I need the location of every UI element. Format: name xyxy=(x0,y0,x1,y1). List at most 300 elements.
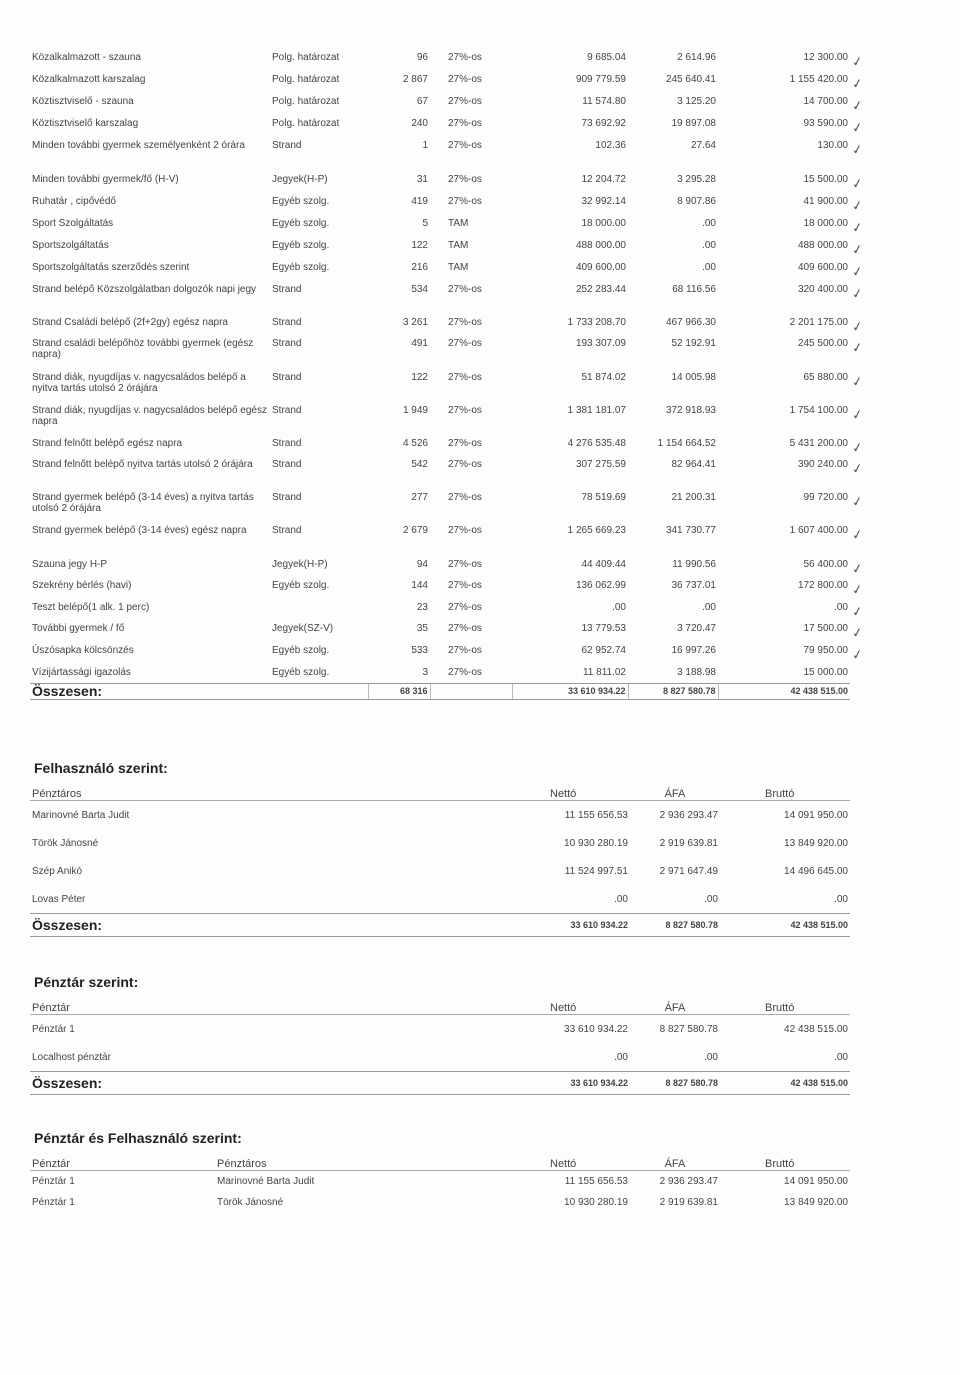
item-net: 73 692.92 xyxy=(581,118,626,129)
header-register: Pénztár xyxy=(30,996,490,1015)
item-vat-amount: 1 154 664.52 xyxy=(657,438,716,449)
item-vat-amount: 11 990.56 xyxy=(672,559,716,570)
item-category: Egyéb szolg. xyxy=(272,580,330,591)
item-vat-amount: .00 xyxy=(702,240,716,251)
item-category: Strand xyxy=(272,459,302,470)
check-mark-icon: ✓ xyxy=(850,460,865,477)
item-gross: 15 500.00 xyxy=(803,174,848,185)
item-row xyxy=(30,284,850,317)
check-mark-icon: ✓ xyxy=(850,219,865,236)
item-category: Strand xyxy=(272,372,302,383)
item-quantity: 491 xyxy=(411,338,428,349)
item-vat-amount: 68 116.56 xyxy=(672,284,716,295)
by-user-header-row xyxy=(30,782,850,801)
item-row xyxy=(30,140,850,174)
by-register-user-header-row xyxy=(30,1152,850,1171)
item-name: Teszt belépő(1 alk. 1 perc) xyxy=(32,602,150,613)
by-user-row xyxy=(30,801,850,830)
check-mark-icon: ✓ xyxy=(850,624,865,641)
by-register-row xyxy=(30,1043,850,1072)
item-gross: 79 950.00 xyxy=(803,645,848,656)
item-gross: 130.00 xyxy=(817,140,848,151)
vat-value: 8 827 580.78 xyxy=(659,1023,718,1035)
item-quantity: 67 xyxy=(416,96,428,107)
item-vat-amount: 8 907.86 xyxy=(677,196,716,207)
item-gross: 1 155 420.00 xyxy=(789,74,848,85)
item-quantity: 240 xyxy=(411,118,428,129)
vat-value: .00 xyxy=(704,893,718,905)
item-gross: .00 xyxy=(834,602,848,613)
item-net: 1 733 208.70 xyxy=(567,317,626,328)
item-vat-amount: .00 xyxy=(702,262,716,273)
item-category: Egyéb szolg. xyxy=(272,196,330,207)
header-net: Nettó xyxy=(490,996,630,1015)
item-vat-amount: 36 737.01 xyxy=(671,580,716,591)
total-quantity: 68 316 xyxy=(368,683,430,699)
item-name: Strand diák, nyugdíjas v. nagycsaládos belépő egész napra xyxy=(32,405,267,427)
check-mark-icon: ✓ xyxy=(850,560,865,577)
by-user-total-row xyxy=(30,914,850,937)
by-register-total-row xyxy=(30,1072,850,1095)
item-net: 78 519.69 xyxy=(581,492,626,503)
check-mark-icon: ✓ xyxy=(850,493,865,510)
cashier-name: Török Jánosné xyxy=(32,837,99,849)
check-mark-icon: ✓ xyxy=(850,53,865,70)
item-net: 1 381 181.07 xyxy=(567,405,626,416)
gross-value: .00 xyxy=(834,893,848,905)
item-vat-rate: 27%-os xyxy=(448,196,482,207)
item-quantity: 534 xyxy=(411,284,428,295)
item-quantity: 96 xyxy=(416,52,428,63)
item-vat-rate: 27%-os xyxy=(448,338,482,349)
item-quantity: 277 xyxy=(411,492,428,503)
item-name: Strand felnőtt belépő egész napra xyxy=(32,438,183,449)
item-category: Polg. határozat xyxy=(272,52,340,63)
item-name: Strand belépő Közszolgálatban dolgozók napi jegy xyxy=(32,284,257,295)
item-name: Sportszolgáltatás szerződés szerint xyxy=(32,262,190,273)
item-vat-rate: 27%-os xyxy=(448,96,482,107)
header-register: Pénztár xyxy=(30,1152,215,1171)
net-value: 10 930 280.19 xyxy=(564,1197,628,1208)
gross-value: 14 091 950.00 xyxy=(784,809,848,821)
item-vat-rate: 27%-os xyxy=(448,525,482,536)
total-vat: 8 827 580.78 xyxy=(628,683,718,699)
item-category: Strand xyxy=(272,525,302,536)
item-vat-amount: 82 964.41 xyxy=(671,459,716,470)
item-net: 12 204.72 xyxy=(581,174,626,185)
item-category: Egyéb szolg. xyxy=(272,645,330,656)
item-vat-rate: 27%-os xyxy=(448,140,482,151)
item-category xyxy=(270,602,368,623)
total-vat-rate-empty xyxy=(430,683,512,699)
item-quantity: 2 867 xyxy=(402,74,428,85)
total-net: 33 610 934.22 xyxy=(490,914,630,937)
total-net: 33 610 934.22 xyxy=(490,1072,630,1095)
check-mark-icon: ✓ xyxy=(850,285,865,302)
item-vat-amount: 21 200.31 xyxy=(671,492,716,503)
item-gross: 1 607 400.00 xyxy=(789,525,848,536)
check-mark-icon: ✓ xyxy=(850,318,865,335)
item-gross: 390 240.00 xyxy=(797,459,848,470)
header-vat: ÁFA xyxy=(630,1152,720,1171)
item-net: 4 276 535.48 xyxy=(567,438,626,449)
check-mark-icon: ✓ xyxy=(850,526,865,543)
item-net: 51 874.02 xyxy=(581,372,626,383)
item-gross: 15 000.00 xyxy=(803,667,848,678)
item-gross: 5 431 200.00 xyxy=(789,438,848,449)
gross-value: 42 438 515.00 xyxy=(784,1023,848,1035)
item-vat-amount: 3 125.20 xyxy=(677,96,716,107)
item-vat-amount: 245 640.41 xyxy=(665,74,716,85)
check-mark-icon: ✓ xyxy=(850,119,865,136)
item-net: 11 811.02 xyxy=(582,667,626,678)
item-vat-amount: 467 966.30 xyxy=(665,317,716,328)
item-row xyxy=(30,645,850,667)
item-vat-rate: 27%-os xyxy=(448,602,482,613)
item-row xyxy=(30,667,850,683)
item-gross: 18 000.00 xyxy=(803,218,848,229)
header-net: Nettó xyxy=(490,1152,630,1171)
item-category: Polg. határozat xyxy=(272,96,340,107)
vat-value: 2 919 639.81 xyxy=(659,837,718,849)
item-quantity: 4 526 xyxy=(402,438,428,449)
vat-value: 2 919 639.81 xyxy=(659,1197,718,1208)
by-user-row xyxy=(30,829,850,857)
gross-value: 13 849 920.00 xyxy=(784,1197,848,1208)
check-mark-icon: ✓ xyxy=(850,97,865,114)
check-mark-icon: ✓ xyxy=(850,141,865,158)
item-gross: 1 754 100.00 xyxy=(789,405,848,416)
by-user-table xyxy=(30,782,850,937)
item-name: Strand Családi belépő (2f+2gy) egész napra xyxy=(32,317,228,328)
vat-value: 2 936 293.47 xyxy=(659,809,718,821)
item-gross: 320 400.00 xyxy=(797,284,848,295)
total-gross: 42 438 515.00 xyxy=(718,683,850,699)
item-vat-rate: 27%-os xyxy=(448,559,482,570)
header-cashier: Pénztáros xyxy=(215,1152,490,1171)
item-net: 252 283.44 xyxy=(575,284,626,295)
item-net: 9 685.04 xyxy=(587,52,626,63)
item-net: 62 952.74 xyxy=(581,645,626,656)
item-category: Egyéb szolg. xyxy=(272,262,330,273)
item-vat-rate: 27%-os xyxy=(448,317,482,328)
item-category: Egyéb szolg. xyxy=(272,240,330,251)
net-value: 11 155 656.53 xyxy=(564,809,628,821)
item-gross: 41 900.00 xyxy=(803,196,848,207)
item-net: 1 265 669.23 xyxy=(567,525,626,536)
by-register-user-table xyxy=(30,1152,850,1213)
item-name: További gyermek / fő xyxy=(32,623,125,634)
item-quantity: 3 261 xyxy=(402,317,428,328)
item-name: Közalkalmazott - szauna xyxy=(32,52,141,63)
check-mark-icon: ✓ xyxy=(850,406,865,423)
item-quantity: 1 949 xyxy=(402,405,428,416)
check-mark-icon: ✓ xyxy=(850,241,865,258)
item-total-row xyxy=(30,683,850,699)
item-name: Strand családi belépőhöz további gyermek (egész napra) xyxy=(32,338,254,360)
item-name: Ruhatár , cipővédő xyxy=(32,196,116,207)
by-register-user-row xyxy=(30,1192,850,1213)
item-quantity: 1 xyxy=(422,140,428,151)
item-name: Úszósapka kölcsönzés xyxy=(32,645,134,656)
item-table-body xyxy=(30,52,850,699)
check-mark-icon: ✓ xyxy=(850,603,865,620)
item-row xyxy=(30,525,850,559)
item-vat-amount: 27.64 xyxy=(690,140,716,151)
item-net: 13 779.53 xyxy=(581,623,626,634)
gross-value: 14 496 645.00 xyxy=(784,865,848,877)
item-name: Strand gyermek belépő (3-14 éves) egész napra xyxy=(32,525,247,536)
item-row xyxy=(30,118,850,140)
item-category: Egyéb szolg. xyxy=(272,667,330,678)
item-gross: 409 600.00 xyxy=(797,262,848,273)
item-net: 32 992.14 xyxy=(581,196,626,207)
item-net: 102.36 xyxy=(595,140,626,151)
item-vat-amount: 19 897.08 xyxy=(671,118,716,129)
item-row xyxy=(30,174,850,196)
item-name: Köztisztviselő - szauna xyxy=(32,96,134,107)
cashier-name: Marinovné Barta Judit xyxy=(217,1176,315,1187)
item-gross: 56 400.00 xyxy=(803,559,848,570)
check-mark-icon: ✓ xyxy=(850,197,865,214)
item-vat-rate: TAM xyxy=(448,262,469,273)
net-value: 10 930 280.19 xyxy=(564,837,628,849)
item-row xyxy=(30,405,850,438)
item-quantity: 23 xyxy=(416,602,428,613)
item-net: 44 409.44 xyxy=(581,559,626,570)
item-row xyxy=(30,317,850,338)
header-vat: ÁFA xyxy=(630,782,720,801)
net-value: 11 155 656.53 xyxy=(564,1176,628,1187)
item-gross: 12 300.00 xyxy=(803,52,848,63)
item-category: Strand xyxy=(272,140,302,151)
item-gross: 2 201 175.00 xyxy=(789,317,848,328)
by-register-user-title: Pénztár és Felhasználó szerint: xyxy=(34,1130,242,1146)
total-label: Összesen: xyxy=(30,683,368,699)
item-row xyxy=(30,438,850,459)
check-mark-icon: ✓ xyxy=(850,175,865,192)
item-category: Jegyek(H-P) xyxy=(272,559,328,570)
total-gross: 42 438 515.00 xyxy=(720,914,850,937)
item-row xyxy=(30,196,850,218)
item-net: 18 000.00 xyxy=(581,218,626,229)
item-quantity: 5 xyxy=(422,218,428,229)
item-quantity: 35 xyxy=(416,623,428,634)
item-net: 488 000.00 xyxy=(575,240,626,251)
item-net: 307 275.59 xyxy=(575,459,626,470)
check-mark-icon: ✓ xyxy=(850,646,865,663)
item-row xyxy=(30,74,850,96)
item-vat-rate: 27%-os xyxy=(448,174,482,185)
item-gross: 172 800.00 xyxy=(797,580,848,591)
item-vat-rate: 27%-os xyxy=(448,623,482,634)
item-vat-amount: 16 997.26 xyxy=(671,645,716,656)
item-net: .00 xyxy=(612,602,626,613)
total-net: 33 610 934.22 xyxy=(512,683,628,699)
item-quantity: 122 xyxy=(411,240,428,251)
item-vat-rate: 27%-os xyxy=(448,284,482,295)
item-category: Jegyek(SZ-V) xyxy=(272,623,334,634)
by-register-header-row xyxy=(30,996,850,1015)
total-gross: 42 438 515.00 xyxy=(720,1072,850,1095)
net-value: 11 524 997.51 xyxy=(564,865,628,877)
item-vat-rate: 27%-os xyxy=(448,118,482,129)
item-vat-amount: 52 192.91 xyxy=(671,338,716,349)
item-name: Közalkalmazott karszalag xyxy=(32,74,146,85)
item-category: Polg. határozat xyxy=(272,74,340,85)
item-name: Szekrény bérlés (havi) xyxy=(32,580,132,591)
item-vat-rate: 27%-os xyxy=(448,438,482,449)
total-label: Összesen: xyxy=(30,914,490,937)
item-category: Egyéb szolg. xyxy=(272,218,330,229)
item-vat-rate: 27%-os xyxy=(448,459,482,470)
header-vat: ÁFA xyxy=(630,996,720,1015)
item-quantity: 419 xyxy=(411,196,428,207)
header-net: Nettó xyxy=(490,782,630,801)
item-quantity: 3 xyxy=(422,667,428,678)
item-category: Strand xyxy=(272,438,302,449)
item-name: Strand felnőtt belépő nyitva tartás utolsó 2 órájára xyxy=(32,459,253,470)
item-category: Strand xyxy=(272,492,302,503)
item-row xyxy=(30,459,850,492)
item-gross: 488 000.00 xyxy=(797,240,848,251)
by-register-title: Pénztár szerint: xyxy=(34,974,139,990)
item-row xyxy=(30,218,850,240)
item-vat-rate: 27%-os xyxy=(448,405,482,416)
item-gross: 245 500.00 xyxy=(797,338,848,349)
item-name: Minden további gyermek/fő (H-V) xyxy=(32,174,179,185)
header-gross: Bruttó xyxy=(720,1152,850,1171)
item-row xyxy=(30,338,850,372)
item-name: Köztisztviselő karszalag xyxy=(32,118,139,129)
item-category: Strand xyxy=(272,338,302,349)
item-vat-rate: TAM xyxy=(448,218,469,229)
by-register-row xyxy=(30,1015,850,1044)
item-category: Strand xyxy=(272,317,302,328)
item-gross: 93 590.00 xyxy=(803,118,848,129)
item-row xyxy=(30,96,850,118)
item-quantity: 533 xyxy=(411,645,428,656)
item-vat-amount: 372 918.93 xyxy=(665,405,716,416)
register-name: Pénztár 1 xyxy=(32,1197,75,1208)
item-vat-rate: 27%-os xyxy=(448,492,482,503)
gross-value: 13 849 920.00 xyxy=(784,837,848,849)
item-row xyxy=(30,602,850,623)
item-vat-rate: TAM xyxy=(448,240,469,251)
item-quantity: 144 xyxy=(411,580,428,591)
item-category: Jegyek(H-P) xyxy=(272,174,328,185)
vat-value: 2 971 647.49 xyxy=(659,865,718,877)
item-gross: 17 500.00 xyxy=(803,623,848,634)
item-name: Sport Szolgáltatás xyxy=(32,218,114,229)
header-cashier: Pénztáros xyxy=(30,782,490,801)
gross-value: 14 091 950.00 xyxy=(784,1176,848,1187)
item-category: Strand xyxy=(272,284,302,295)
gross-value: .00 xyxy=(834,1051,848,1063)
item-net: 409 600.00 xyxy=(575,262,626,273)
check-mark-icon: ✓ xyxy=(850,75,865,92)
item-quantity: 216 xyxy=(411,262,428,273)
by-register-table xyxy=(30,996,850,1095)
item-gross: 99 720.00 xyxy=(803,492,848,503)
cashier-name: Marinovné Barta Judit xyxy=(32,809,130,821)
item-vat-rate: 27%-os xyxy=(448,52,482,63)
item-row xyxy=(30,492,850,525)
cashier-name: Török Jánosné xyxy=(217,1197,284,1208)
check-mark-icon: ✓ xyxy=(850,581,865,598)
item-quantity: 2 679 xyxy=(402,525,428,536)
item-row xyxy=(30,52,850,74)
item-category: Polg. határozat xyxy=(272,118,340,129)
register-name: Localhost pénztár xyxy=(32,1051,111,1063)
item-row xyxy=(30,262,850,284)
item-category: Strand xyxy=(272,405,302,416)
by-user-row xyxy=(30,885,850,914)
vat-value: .00 xyxy=(704,1051,718,1063)
net-value: .00 xyxy=(614,893,628,905)
item-vat-amount: 3 188.98 xyxy=(677,667,716,678)
item-vat-amount: 2 614.96 xyxy=(677,52,716,63)
header-gross: Bruttó xyxy=(720,996,850,1015)
item-row xyxy=(30,580,850,602)
item-vat-rate: 27%-os xyxy=(448,667,482,678)
item-name: Strand diák, nyugdíjas v. nagycsaládos belépő a nyitva tartás utolsó 2 órájára xyxy=(32,372,246,394)
total-vat: 8 827 580.78 xyxy=(630,914,720,937)
total-vat: 8 827 580.78 xyxy=(630,1072,720,1095)
net-value: .00 xyxy=(614,1051,628,1063)
item-net: 193 307.09 xyxy=(575,338,626,349)
item-vat-amount: .00 xyxy=(702,218,716,229)
item-quantity: 122 xyxy=(411,372,428,383)
item-name: Vízijártassági igazolás xyxy=(32,667,131,678)
item-vat-amount: 3 720.47 xyxy=(677,623,716,634)
item-vat-rate: 27%-os xyxy=(448,74,482,85)
item-row xyxy=(30,559,850,580)
item-vat-amount: .00 xyxy=(702,602,716,613)
item-gross: 14 700.00 xyxy=(803,96,848,107)
item-quantity: 31 xyxy=(416,174,428,185)
item-vat-amount: 14 005.98 xyxy=(671,372,716,383)
item-net: 136 062.99 xyxy=(575,580,626,591)
item-vat-amount: 3 295.28 xyxy=(677,174,716,185)
item-net: 11 574.80 xyxy=(582,96,626,107)
by-register-user-row xyxy=(30,1171,850,1193)
vat-value: 2 936 293.47 xyxy=(659,1176,718,1187)
by-user-row xyxy=(30,857,850,885)
item-row xyxy=(30,240,850,262)
net-value: 33 610 934.22 xyxy=(564,1023,628,1035)
check-mark-icon: ✓ xyxy=(850,373,865,390)
cashier-name: Lovas Péter xyxy=(32,893,86,905)
total-label: Összesen: xyxy=(30,1072,490,1095)
item-quantity: 94 xyxy=(416,559,428,570)
item-vat-rate: 27%-os xyxy=(448,580,482,591)
item-table xyxy=(30,52,850,700)
item-quantity: 542 xyxy=(411,459,428,470)
register-name: Pénztár 1 xyxy=(32,1023,75,1035)
item-name: Minden további gyermek személyenként 2 órára xyxy=(32,140,245,151)
item-name: Sportszolgáltatás xyxy=(32,240,109,251)
header-gross: Bruttó xyxy=(720,782,850,801)
item-vat-amount: 341 730.77 xyxy=(665,525,716,536)
cashier-name: Szép Anikó xyxy=(32,865,83,877)
item-vat-rate: 27%-os xyxy=(448,645,482,656)
item-row xyxy=(30,372,850,405)
item-row xyxy=(30,623,850,645)
item-name: Szauna jegy H-P xyxy=(32,559,108,570)
register-name: Pénztár 1 xyxy=(32,1176,75,1187)
item-vat-rate: 27%-os xyxy=(448,372,482,383)
